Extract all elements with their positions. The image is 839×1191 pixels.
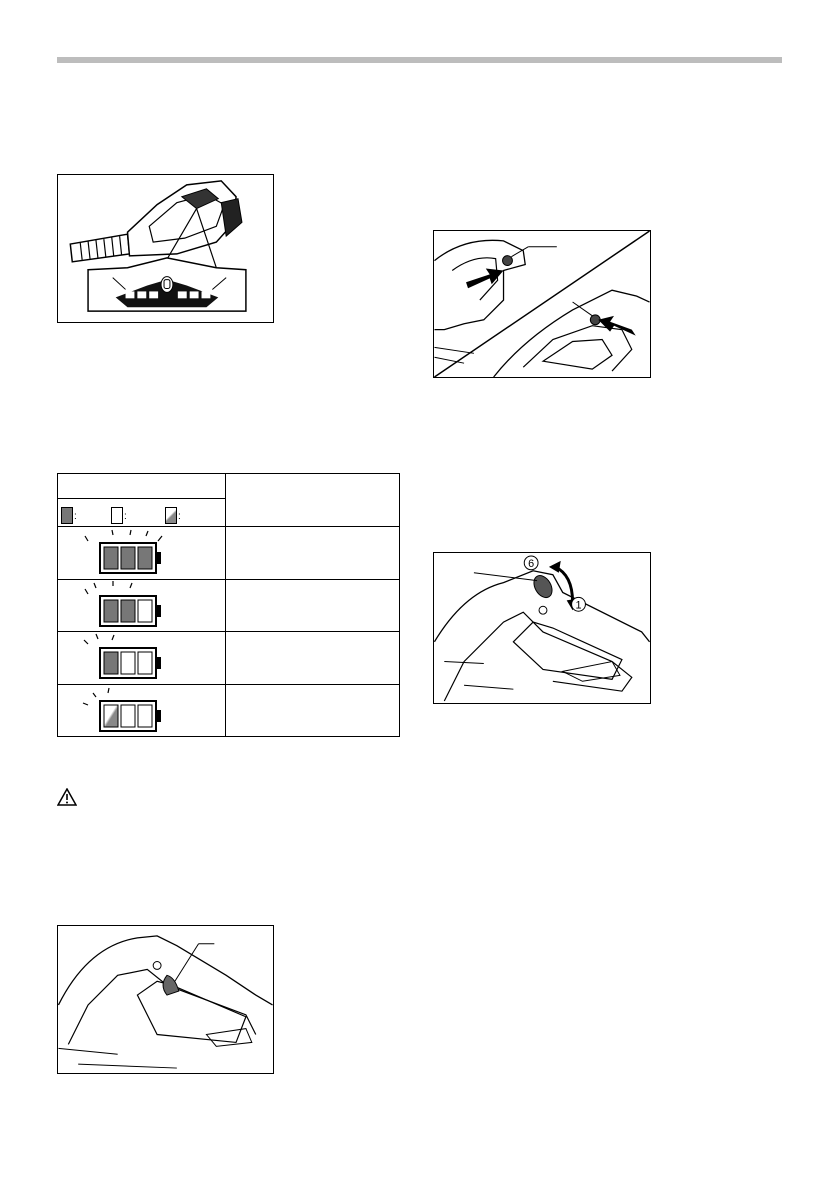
figure-tool-battery-indicator <box>57 174 274 323</box>
legend-colon: : <box>124 511 127 522</box>
battery-row-2-segments <box>58 580 225 631</box>
battery-row-1-segment <box>58 632 225 684</box>
tool-illustration <box>58 175 273 322</box>
legend-colon: : <box>74 511 77 522</box>
speed-dial-illustration <box>434 553 650 703</box>
legend-colon: : <box>178 511 181 522</box>
warning-triangle-icon <box>57 788 77 806</box>
legend-blinking-icon <box>165 507 177 524</box>
table-header-split <box>58 498 225 499</box>
figure-speed-dial <box>433 552 651 704</box>
battery-row-3-segments <box>58 527 225 579</box>
switch-trigger-illustration <box>58 926 273 1073</box>
legend-lighted-icon <box>61 507 73 524</box>
battery-row-blinking <box>58 685 225 737</box>
figure-lock-button <box>433 230 651 378</box>
dial-min-label: 1 <box>575 599 582 612</box>
table-column-divider <box>225 474 226 736</box>
figure-switch-trigger <box>57 925 274 1074</box>
legend-off-icon <box>111 507 123 524</box>
header-rule <box>57 57 782 63</box>
dial-max-label: 6 <box>528 557 535 570</box>
battery-capacity-table <box>57 473 400 737</box>
lock-button-illustration <box>434 231 650 377</box>
